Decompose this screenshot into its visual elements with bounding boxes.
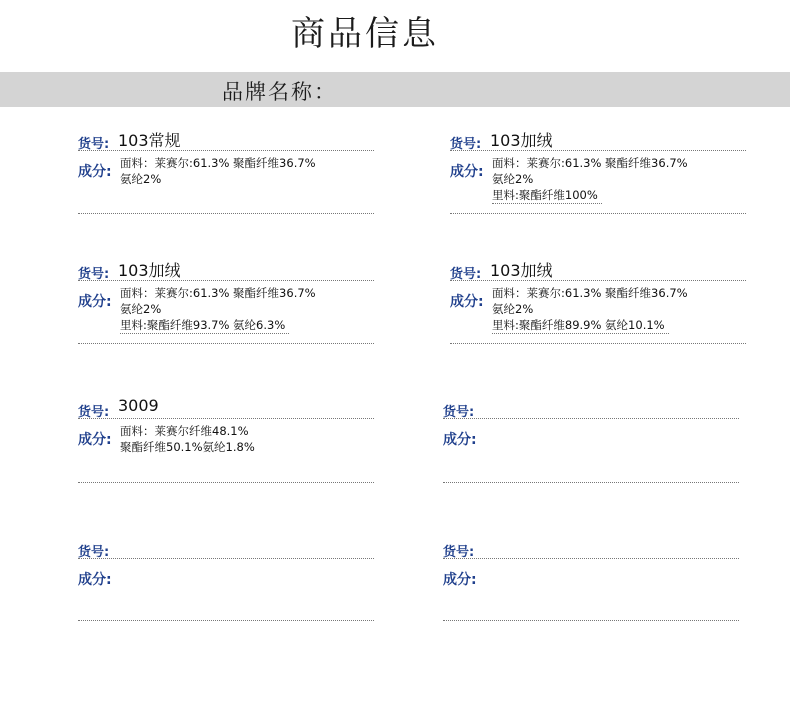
composition-label: 成分: [78, 572, 112, 588]
composition-row [78, 285, 378, 334]
composition-label: 成分: [450, 164, 484, 180]
card-bottom-divider [78, 343, 374, 344]
sku-value: 3009 [118, 396, 159, 415]
sku-row [450, 128, 750, 150]
composition-line: 氨纶2% [120, 302, 162, 316]
sku-label: 货号: [443, 545, 475, 560]
sku-label: 货号: [78, 137, 110, 152]
sku-label: 货号: [78, 267, 110, 282]
card-bottom-divider [443, 620, 739, 621]
sku-label: 货号: [78, 405, 110, 420]
dotted-divider [443, 418, 739, 419]
card-bottom-divider [78, 482, 374, 483]
composition-label: 成分: [78, 294, 112, 310]
brand-bar [0, 72, 790, 107]
sku-row [443, 396, 743, 418]
composition-line: 面料：莱赛尔纤维48.1% [120, 424, 249, 438]
dotted-divider [78, 558, 374, 559]
composition-lines [492, 155, 750, 204]
composition-line: 氨纶2% [120, 172, 162, 186]
sku-label: 货号: [78, 545, 110, 560]
composition-line: 里料:聚酯纤维100% [492, 187, 750, 204]
dotted-divider [78, 418, 374, 419]
product-card [78, 258, 378, 334]
product-card [78, 128, 378, 187]
sku-row [78, 536, 378, 558]
sku-value: 103加绒 [490, 131, 553, 150]
composition-lines [120, 423, 378, 455]
composition-row [450, 155, 750, 204]
sku-row [78, 128, 378, 150]
sku-value: 103加绒 [490, 261, 553, 280]
card-bottom-divider [450, 213, 746, 214]
sku-row [443, 536, 743, 558]
sku-value: 103加绒 [118, 261, 181, 280]
card-bottom-divider [450, 343, 746, 344]
product-card [450, 258, 750, 334]
composition-label: 成分: [450, 294, 484, 310]
composition-line: 里料:聚酯纤维89.9% 氨纶10.1% [492, 317, 750, 334]
sku-row [450, 258, 750, 280]
composition-lines [120, 155, 378, 187]
composition-row [78, 423, 378, 455]
product-card [450, 128, 750, 204]
product-card [78, 536, 378, 588]
composition-line: 面料：莱赛尔:61.3% 聚酯纤维36.7% [120, 156, 316, 170]
card-bottom-divider [443, 482, 739, 483]
product-card [443, 396, 743, 448]
card-bottom-divider [78, 213, 374, 214]
sku-label: 货号: [450, 267, 482, 282]
sku-row [78, 396, 378, 418]
sku-label: 货号: [443, 405, 475, 420]
composition-line: 聚酯纤维50.1%氨纶1.8% [120, 440, 255, 454]
composition-line: 氨纶2% [492, 172, 534, 186]
sku-label: 货号: [450, 137, 482, 152]
product-card [443, 536, 743, 588]
composition-label: 成分: [78, 432, 112, 448]
sku-value: 103常规 [118, 131, 181, 150]
card-bottom-divider [78, 620, 374, 621]
composition-lines [120, 285, 378, 334]
composition-line: 面料：莱赛尔:61.3% 聚酯纤维36.7% [120, 286, 316, 300]
composition-label: 成分: [443, 572, 477, 588]
composition-lines [492, 285, 750, 334]
composition-line: 里料:聚酯纤维93.7% 氨纶6.3% [120, 317, 378, 334]
dotted-divider [443, 558, 739, 559]
product-card [78, 396, 378, 455]
composition-row [78, 155, 378, 187]
composition-label: 成分: [78, 164, 112, 180]
composition-label: 成分: [443, 432, 477, 448]
brand-label: 品牌名称： [222, 80, 337, 104]
sku-row [78, 258, 378, 280]
composition-line: 氨纶2% [492, 302, 534, 316]
composition-line: 面料：莱赛尔:61.3% 聚酯纤维36.7% [492, 286, 688, 300]
page-title: 商品信息 [291, 14, 439, 54]
composition-line: 面料：莱赛尔:61.3% 聚酯纤维36.7% [492, 156, 688, 170]
composition-row [450, 285, 750, 334]
